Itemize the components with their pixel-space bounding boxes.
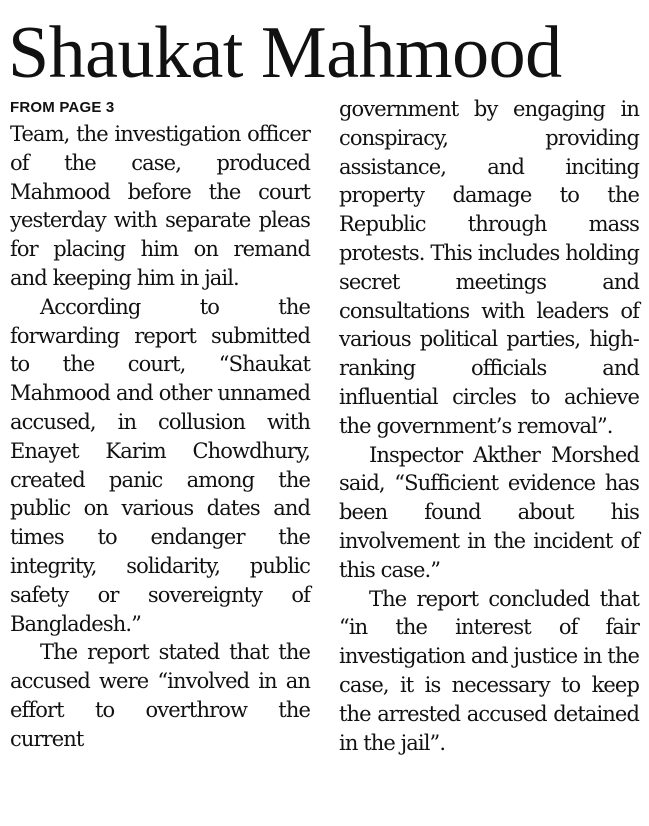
- headline: Shaukat Mahmood: [8, 12, 562, 94]
- paragraph: The report stated that the accused were “involved in an effort to overthrow the current: [10, 640, 310, 751]
- jump-line: FROM PAGE 3: [10, 99, 115, 116]
- paragraph: Team, the investigation officer of the case, produced Mahmood before the court yesterday with separate pleas for placing him on remand and keeping him in jail.: [10, 122, 310, 290]
- article-column-right: [339, 95, 639, 757]
- paragraph: government by engaging in conspiracy, providing assistance, and inciting property damage to the Republic through mass protests. This includes holding secret meetings and consultations with leaders of various political parties, high-ranking officials and influential circles to achieve the government’s removal”.: [339, 97, 639, 438]
- paragraph: Inspector Akther Morshed said, “Sufficient evidence has been found about his involvement in the incident of this case.”: [339, 442, 639, 582]
- article-column-left: [10, 120, 310, 754]
- paragraph: The report concluded that “in the interest of fair investigation and justice in the case, it is necessary to keep the arrested accused detained in the jail”.: [339, 586, 639, 755]
- paragraph: According to the forwarding report submitted to the court, “Shaukat Mahmood and other unnamed accused, in collusion with Enayet Karim Chowdhury, created panic among the public on various dates and times to endanger the integrity, solidarity, public safety or sovereignty of Bangladesh.”: [10, 294, 310, 636]
